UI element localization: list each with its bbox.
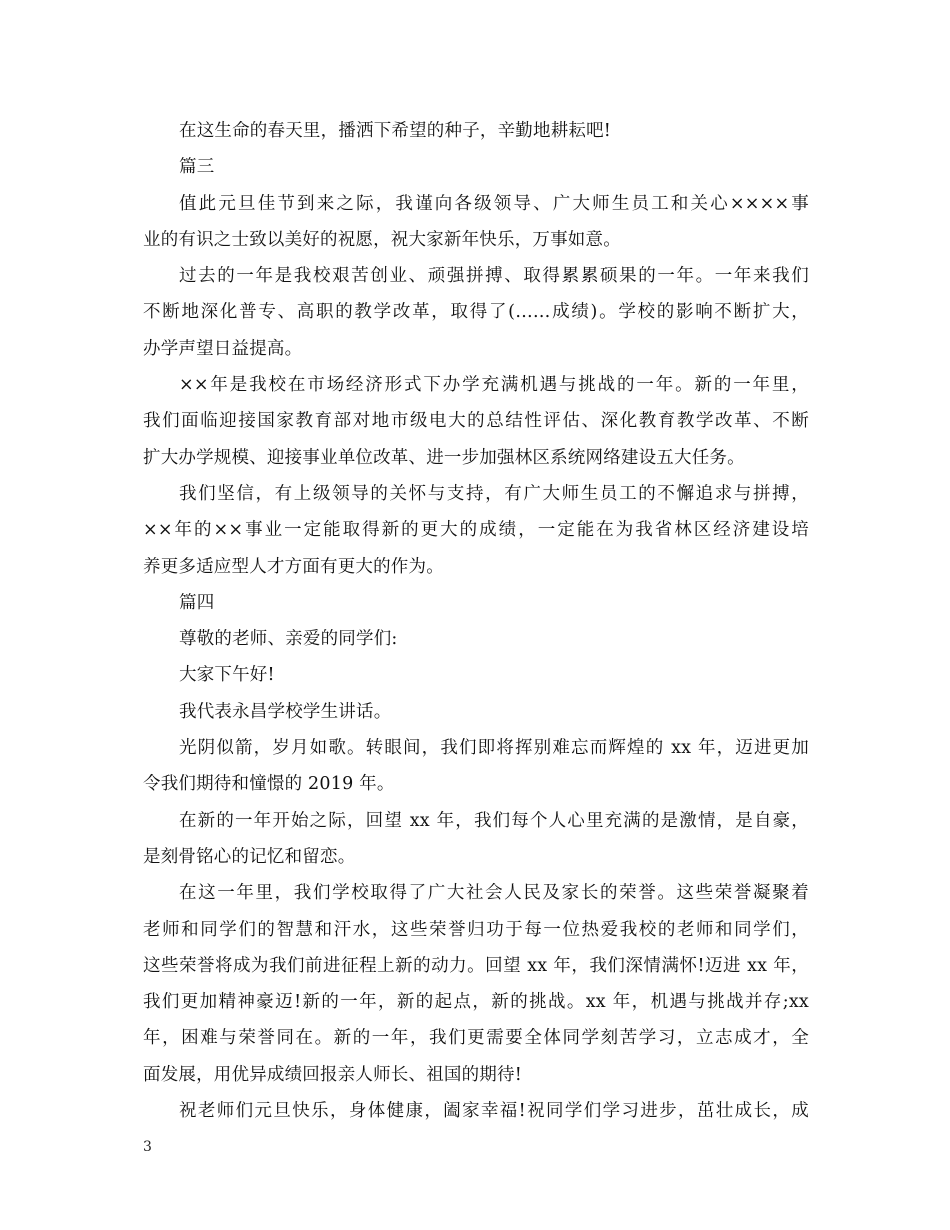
text-line: 大家下午好! <box>179 665 275 686</box>
text-line: 令我们期待和憧憬的 2019 年。 <box>143 774 395 795</box>
text-line: 是刻骨铭心的记忆和留恋。 <box>143 846 356 867</box>
text-line: 年，困难与荣誉同在。新的一年，我们更需要全体同学刻苦学习，立志成才，全 <box>143 1028 809 1049</box>
text-line: 业的有识之士致以美好的祝愿，祝大家新年快乐，万事如意。 <box>143 229 621 250</box>
text-line: 扩大办学规模、迎接事业单位改革、进一步加强林区系统网络建设五大任务。 <box>143 447 745 468</box>
text-line: 在这生命的春天里，播洒下希望的种子，辛勤地耕耘吧! <box>179 121 612 141</box>
page-number: 3 <box>143 1139 152 1155</box>
text-line: ××年的××事业一定能取得新的更大的成绩，一定能在为我省林区经济建设培 <box>143 520 809 541</box>
text-line: 我们更加精神豪迈!新的一年，新的起点，新的挑战。xx 年，机遇与挑战并存;xx <box>143 992 809 1013</box>
text-line: 光阴似箭，岁月如歌。转眼间，我们即将挥别难忘而辉煌的 xx 年，迈进更加 <box>179 738 809 759</box>
document-body <box>143 113 809 1129</box>
text-line: 老师和同学们的智慧和汗水，这些荣誉归功于每一位热爱我校的老师和同学们， <box>143 919 809 940</box>
text-line: 过去的一年是我校艰苦创业、顽强拼搏、取得累累硕果的一年。一年来我们 <box>179 266 809 287</box>
text-line: 祝老师们元旦快乐，身体健康，阖家幸福!祝同学们学习进步，茁壮成长，成 <box>179 1101 809 1122</box>
text-line: ××年是我校在市场经济形式下办学充满机遇与挑战的一年。新的一年里， <box>179 375 809 396</box>
text-line: 办学声望日益提高。 <box>143 338 303 359</box>
text-line: 值此元旦佳节到来之际，我谨向各级领导、广大师生员工和关心××××事 <box>179 193 809 214</box>
text-line: 这些荣誉将成为我们前进征程上新的动力。回望 xx 年，我们深情满怀!迈进 xx 年， <box>143 955 809 976</box>
section-heading: 篇四 <box>179 592 215 613</box>
text-line: 在新的一年开始之际，回望 xx 年，我们每个人心里充满的是激情，是自豪， <box>179 810 809 831</box>
text-line: 面发展，用优异成绩回报亲人师长、祖国的期待! <box>143 1064 522 1085</box>
text-line: 在这一年里，我们学校取得了广大社会人民及家长的荣誉。这些荣誉凝聚着 <box>179 883 809 904</box>
text-line: 我代表永昌学校学生讲话。 <box>179 701 392 722</box>
text-line: 养更多适应型人才方面有更大的作为。 <box>143 556 444 577</box>
text-line: 不断地深化普专、高职的教学改革，取得了(……成绩)。学校的影响不断扩大， <box>143 302 809 323</box>
text-line: 我们面临迎接国家教育部对地市级电大的总结性评估、深化教育教学改革、不断 <box>143 411 809 432</box>
text-line: 我们坚信，有上级领导的关怀与支持，有广大师生员工的不懈追求与拼搏， <box>179 483 809 504</box>
section-heading: 篇三 <box>179 157 215 178</box>
text-line: 尊敬的老师、亲爱的同学们: <box>179 629 398 650</box>
